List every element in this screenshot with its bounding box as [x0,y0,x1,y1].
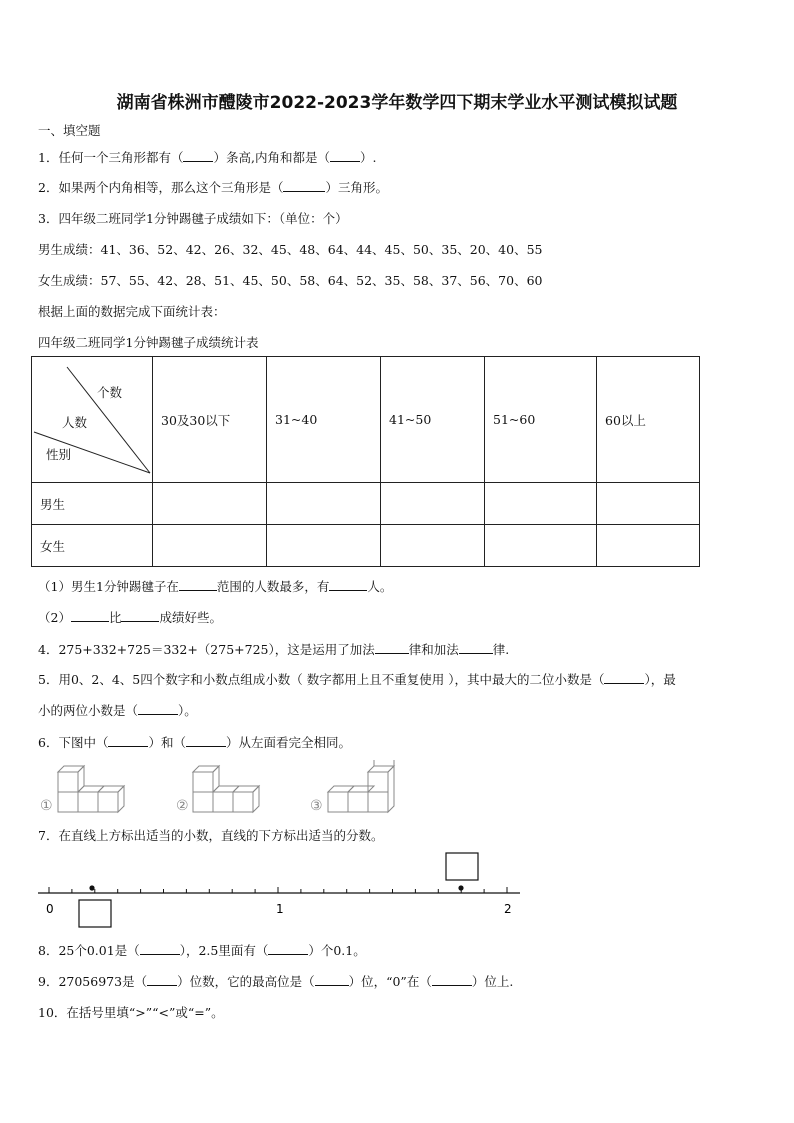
table-cell[interactable] [597,483,700,525]
question-3: 3．四年级二班同学1分钟踢毽子成绩如下：（单位：个） [38,211,348,226]
diagonal-header-cell [32,357,153,483]
boys-scores: 男生成绩：41、36、52、42、26、32、45、48、64、44、45、50、35、20、40、55 [38,242,543,257]
table-row [32,483,700,525]
number-line [36,850,526,933]
column-header: 41~50 [381,357,485,483]
cube-figures [38,760,438,819]
number-line-svg [36,850,526,930]
tick-label: 2 [504,902,512,916]
column-header: 60以上 [597,357,700,483]
question-5-line-1: 5．用0、2、4、5四个数字和小数点组成小数（ 数字都用上且不重复使用 ），其中最大的二位小数是（ ），最 [38,672,676,687]
question-5-line-2: 小的两位小数是（ ）。 [38,703,197,718]
table-cell[interactable] [153,483,267,525]
question-7: 7．在直线上方标出适当的小数，直线的下方标出适当的分数。 [38,828,384,843]
table-cell[interactable] [485,483,597,525]
question-3-part-2: （2） 比 成绩好些。 [38,610,222,625]
question-10: 10．在括号里填“>”“<”或“=”。 [38,1005,224,1020]
point-marker [89,885,94,890]
answer-box-top[interactable] [446,853,478,880]
figure-label: ① [40,798,53,814]
point-marker [458,885,463,890]
diagonal-lines [32,357,152,483]
figure-label: ② [176,798,189,814]
diag-label-people: 人数 [62,415,88,430]
row-header: 男生 [32,483,153,525]
cube-figure-3 [328,760,394,812]
table-cell[interactable] [267,525,381,567]
diag-label-count: 个数 [97,385,123,400]
cube-figures-svg [38,760,438,816]
diag-label-gender: 性别 [46,447,72,462]
question-3-part-1: （1）男生1分钟踢毽子在 范围的人数最多，有 人。 [38,579,393,594]
column-header: 31~40 [267,357,381,483]
table-cell[interactable] [597,525,700,567]
question-6: 6．下图中（ ）和（ ）从左面看完全相同。 [38,735,351,750]
question-4: 4．275+332+725＝332+（275+725），这是运用了加法 律和加法 律. [38,642,510,657]
tick-label: 1 [276,902,284,916]
table-cell[interactable] [381,483,485,525]
figure-label: ③ [310,798,323,814]
table-header-row [32,357,700,483]
stats-table [31,356,700,567]
page-title: 湖南省株洲市醴陵市2022-2023学年数学四下期末学业水平测试模拟试题 [116,93,678,113]
table-cell[interactable] [267,483,381,525]
column-header: 30及30以下 [153,357,267,483]
column-header: 51~60 [485,357,597,483]
answer-box-bottom[interactable] [79,900,111,927]
question-1: 1．任何一个三角形都有（ ）条高,内角和都是（ ）. [38,150,377,165]
table-instruction: 根据上面的数据完成下面统计表： [38,304,226,319]
table-title: 四年级二班同学1分钟踢毽子成绩统计表 [38,335,259,350]
question-2: 2．如果两个内角相等，那么这个三角形是（ ）三角形。 [38,180,388,195]
table-row [32,525,700,567]
section-heading: 一、填空题 [38,123,101,138]
question-8: 8．25个0.01是（ ），2.5里面有（ ）个0.1。 [38,943,366,958]
tick-label: 0 [46,902,54,916]
girls-scores: 女生成绩：57、55、42、28、51、45、50、58、64、52、35、58、37、56、70、60 [38,273,543,288]
table-cell[interactable] [485,525,597,567]
row-header: 女生 [32,525,153,567]
table-cell[interactable] [153,525,267,567]
table-cell[interactable] [381,525,485,567]
question-9: 9．27056973是（ ）位数，它的最高位是（ ）位，“0”在（ ）位上. [38,974,514,989]
cube-figure-1 [58,766,124,812]
cube-figure-2 [193,766,259,812]
